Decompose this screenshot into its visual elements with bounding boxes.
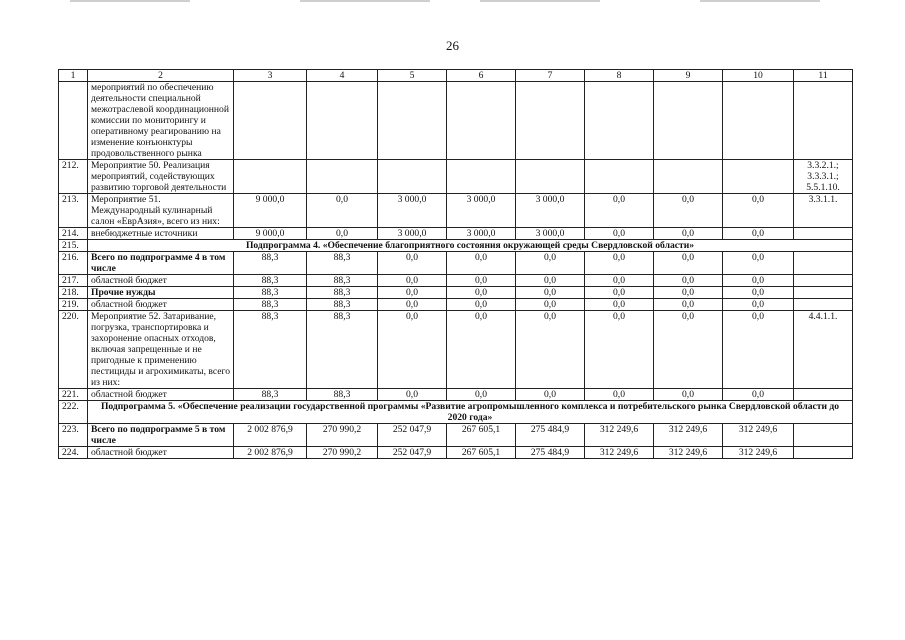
value-cell: 3 000,0 <box>378 228 447 240</box>
table-row <box>59 194 853 228</box>
value-cell: 0,0 <box>378 287 447 299</box>
value-cell: 0,0 <box>516 275 585 287</box>
value-cell: 3 000,0 <box>447 194 516 228</box>
value-cell: 0,0 <box>654 228 723 240</box>
value-cell <box>447 160 516 194</box>
value-cell: 0,0 <box>585 299 654 311</box>
value-cell: 0,0 <box>516 311 585 389</box>
value-cell: 270 990,2 <box>307 424 378 447</box>
value-cell: 0,0 <box>654 194 723 228</box>
value-cell <box>307 160 378 194</box>
value-cell: 2 002 876,9 <box>234 447 307 459</box>
row-number: 212. <box>59 160 88 194</box>
target-code <box>794 252 853 275</box>
value-cell: 0,0 <box>723 389 794 401</box>
column-number: 8 <box>585 70 654 82</box>
value-cell: 0,0 <box>378 311 447 389</box>
value-cell: 88,3 <box>307 299 378 311</box>
table-row <box>59 389 853 401</box>
value-cell <box>585 82 654 160</box>
value-cell: 0,0 <box>447 311 516 389</box>
value-cell: 88,3 <box>307 311 378 389</box>
value-cell: 312 249,6 <box>723 424 794 447</box>
value-cell: 275 484,9 <box>516 447 585 459</box>
table-row <box>59 401 853 424</box>
column-number: 1 <box>59 70 88 82</box>
value-cell: 0,0 <box>723 287 794 299</box>
value-cell: 0,0 <box>378 252 447 275</box>
column-number: 2 <box>88 70 234 82</box>
target-code <box>794 447 853 459</box>
target-code <box>794 287 853 299</box>
column-number: 4 <box>307 70 378 82</box>
value-cell <box>723 82 794 160</box>
value-cell: 0,0 <box>585 389 654 401</box>
value-cell: 0,0 <box>447 252 516 275</box>
column-number: 7 <box>516 70 585 82</box>
table-row <box>59 424 853 447</box>
table-row <box>59 228 853 240</box>
value-cell: 312 249,6 <box>585 447 654 459</box>
target-code <box>794 82 853 160</box>
value-cell: 0,0 <box>516 287 585 299</box>
value-cell: 0,0 <box>654 299 723 311</box>
scan-edge-line <box>480 0 600 2</box>
value-cell: 0,0 <box>585 252 654 275</box>
row-number: 216. <box>59 252 88 275</box>
value-cell: 267 605,1 <box>447 447 516 459</box>
value-cell: 3 000,0 <box>378 194 447 228</box>
row-number: 214. <box>59 228 88 240</box>
column-number: 6 <box>447 70 516 82</box>
value-cell: 88,3 <box>234 252 307 275</box>
value-cell: 88,3 <box>307 275 378 287</box>
value-cell: 0,0 <box>516 389 585 401</box>
value-cell <box>307 82 378 160</box>
value-cell: 0,0 <box>654 389 723 401</box>
table-row <box>59 275 853 287</box>
row-description: Прочие нужды <box>88 287 234 299</box>
value-cell: 0,0 <box>585 275 654 287</box>
target-code <box>794 299 853 311</box>
column-number: 3 <box>234 70 307 82</box>
value-cell: 0,0 <box>378 389 447 401</box>
value-cell: 0,0 <box>585 194 654 228</box>
subprogram-heading: Подпрограмма 4. «Обеспечение благоприятного состояния окружающей среды Свердловской области» <box>88 240 853 252</box>
row-number: 224. <box>59 447 88 459</box>
value-cell: 0,0 <box>585 311 654 389</box>
value-cell: 88,3 <box>234 389 307 401</box>
column-number: 10 <box>723 70 794 82</box>
row-description: областной бюджет <box>88 389 234 401</box>
value-cell: 0,0 <box>447 275 516 287</box>
row-number <box>59 82 88 160</box>
value-cell: 3 000,0 <box>516 228 585 240</box>
value-cell: 0,0 <box>585 287 654 299</box>
row-number: 215. <box>59 240 88 252</box>
value-cell: 0,0 <box>723 252 794 275</box>
value-cell: 275 484,9 <box>516 424 585 447</box>
row-number: 218. <box>59 287 88 299</box>
value-cell: 0,0 <box>585 228 654 240</box>
value-cell: 0,0 <box>723 311 794 389</box>
value-cell: 252 047,9 <box>378 447 447 459</box>
value-cell: 312 249,6 <box>654 424 723 447</box>
row-number: 220. <box>59 311 88 389</box>
row-description: Мероприятие 52. Затаривание, погрузка, транспортировка и захоронение опасных отходов, включая запрещенные и не пригодные к применению пестициды и агрохимикаты, всего из них: <box>88 311 234 389</box>
value-cell: 0,0 <box>378 299 447 311</box>
row-description: областной бюджет <box>88 299 234 311</box>
row-description: Всего по подпрограмме 4 в том числе <box>88 252 234 275</box>
value-cell <box>516 160 585 194</box>
value-cell: 0,0 <box>723 194 794 228</box>
table-row <box>59 160 853 194</box>
value-cell: 270 990,2 <box>307 447 378 459</box>
value-cell <box>585 160 654 194</box>
value-cell: 0,0 <box>447 389 516 401</box>
value-cell <box>654 160 723 194</box>
value-cell: 88,3 <box>307 389 378 401</box>
table-row <box>59 240 853 252</box>
value-cell: 0,0 <box>516 299 585 311</box>
value-cell <box>378 160 447 194</box>
subprogram-heading: Подпрограмма 5. «Обеспечение реализации государственной программы «Развитие агропромышленного комплекса и потребительского рынка Свердловской области до 2020 года» <box>88 401 853 424</box>
value-cell: 3 000,0 <box>516 194 585 228</box>
page-number: 26 <box>446 38 459 53</box>
value-cell: 9 000,0 <box>234 228 307 240</box>
value-cell: 0,0 <box>307 228 378 240</box>
row-description: областной бюджет <box>88 275 234 287</box>
value-cell: 0,0 <box>654 252 723 275</box>
table-row <box>59 252 853 275</box>
target-code: 4.4.1.1. <box>794 311 853 389</box>
value-cell: 267 605,1 <box>447 424 516 447</box>
value-cell: 0,0 <box>654 311 723 389</box>
value-cell: 9 000,0 <box>234 194 307 228</box>
scan-edge-line <box>700 0 820 2</box>
table-row <box>59 447 853 459</box>
value-cell: 88,3 <box>234 311 307 389</box>
value-cell <box>516 82 585 160</box>
value-cell: 312 249,6 <box>585 424 654 447</box>
row-description: внебюджетные источники <box>88 228 234 240</box>
target-code <box>794 275 853 287</box>
value-cell <box>234 82 307 160</box>
row-description: Всего по подпрограмме 5 в том числе <box>88 424 234 447</box>
scan-edge-line <box>300 0 430 2</box>
value-cell: 2 002 876,9 <box>234 424 307 447</box>
target-code <box>794 424 853 447</box>
value-cell: 88,3 <box>307 252 378 275</box>
value-cell <box>234 160 307 194</box>
target-code: 3.3.1.1. <box>794 194 853 228</box>
value-cell: 3 000,0 <box>447 228 516 240</box>
value-cell: 312 249,6 <box>723 447 794 459</box>
value-cell: 0,0 <box>723 228 794 240</box>
row-description: Мероприятие 51. Международный кулинарный салон «ЕврАзия», всего из них: <box>88 194 234 228</box>
value-cell: 312 249,6 <box>654 447 723 459</box>
target-code <box>794 389 853 401</box>
row-number: 221. <box>59 389 88 401</box>
value-cell: 88,3 <box>234 275 307 287</box>
table-header-row <box>59 70 853 82</box>
row-number: 219. <box>59 299 88 311</box>
budget-table <box>58 69 853 459</box>
target-code <box>794 228 853 240</box>
value-cell: 88,3 <box>234 287 307 299</box>
row-number: 213. <box>59 194 88 228</box>
scan-edge-line <box>70 0 190 2</box>
target-code: 3.3.2.1.; 3.3.3.1.; 5.5.1.10. <box>794 160 853 194</box>
row-description: мероприятий по обеспечению деятельности специальной межотраслевой координационной комиссии по мониторингу и оперативному реагированию на изменение конъюнктуры продовольственного рынка <box>88 82 234 160</box>
value-cell <box>723 160 794 194</box>
column-number: 9 <box>654 70 723 82</box>
table-row <box>59 299 853 311</box>
value-cell: 0,0 <box>723 299 794 311</box>
row-description: Мероприятие 50. Реализация мероприятий, содействующих развитию торговой деятельности <box>88 160 234 194</box>
row-description: областной бюджет <box>88 447 234 459</box>
value-cell: 0,0 <box>447 299 516 311</box>
table-row <box>59 311 853 389</box>
column-number: 11 <box>794 70 853 82</box>
column-number: 5 <box>378 70 447 82</box>
value-cell: 0,0 <box>447 287 516 299</box>
value-cell: 88,3 <box>234 299 307 311</box>
table-row <box>59 82 853 160</box>
value-cell <box>447 82 516 160</box>
value-cell: 0,0 <box>516 252 585 275</box>
value-cell: 0,0 <box>654 287 723 299</box>
value-cell: 252 047,9 <box>378 424 447 447</box>
value-cell <box>378 82 447 160</box>
value-cell: 0,0 <box>723 275 794 287</box>
table-row <box>59 287 853 299</box>
value-cell <box>654 82 723 160</box>
row-number: 222. <box>59 401 88 424</box>
value-cell: 88,3 <box>307 287 378 299</box>
value-cell: 0,0 <box>378 275 447 287</box>
value-cell: 0,0 <box>654 275 723 287</box>
value-cell: 0,0 <box>307 194 378 228</box>
row-number: 223. <box>59 424 88 447</box>
row-number: 217. <box>59 275 88 287</box>
